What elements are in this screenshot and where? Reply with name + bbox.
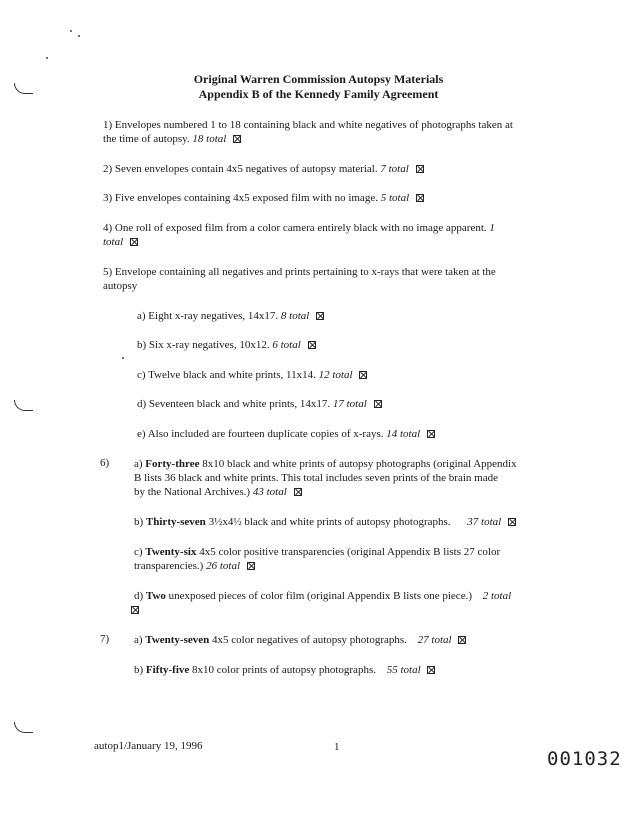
scan-speck [122,357,124,359]
scan-speck [70,30,72,32]
page-number: 1 [334,741,340,753]
item-3-total: 5 total [380,192,410,204]
checked-box-icon [130,238,138,246]
item-6a-text: 8x10 black and white prints of autopsy photographs (original Appendix [202,458,517,470]
item-6-number: 6) [100,457,110,469]
item-7b-total: 55 total [386,664,421,676]
item-6d-text: unexposed pieces of color film (original Appendix B lists one piece.) [168,590,472,602]
item-6b-letter: b) [134,516,144,528]
document-subtitle: Appendix B of the Kennedy Family Agreement [198,87,439,101]
item-6c-count: Twenty-six [145,546,197,558]
checked-box-icon [427,666,435,674]
checked-box-icon [294,488,302,496]
checked-box-icon [416,194,424,202]
scan-speck [78,35,80,37]
checked-box-icon [508,518,516,526]
checked-box-icon [247,562,255,570]
item-5d-total: 17 total [332,398,367,410]
footer-file-date: autop1/January 19, 1996 [94,740,203,752]
item-6c-line-1 [134,545,500,559]
item-1-line-1 [103,118,513,132]
item-5b-text: b) Six x-ray negatives, 10x12. [137,339,270,351]
checked-box-icon [308,341,316,349]
item-5e-text: e) Also included are fourteen duplicate copies of x-rays. [137,428,384,440]
item-6b-total: 37 total [467,516,502,528]
item-7a-count: Twenty-seven [145,634,210,646]
item-5d-text: d) Seventeen black and white prints, 14x17. [137,398,331,410]
item-6c-text: 4x5 color positive transparencies (original Appendix B lists 27 color [199,546,501,558]
document-title: Original Warren Commission Autopsy Materials [193,72,444,86]
item-4-total-number: 1 [489,222,495,234]
item-6b-text: 3½x4½ black and white prints of autopsy photographs. [208,516,451,528]
checked-box-icon [416,165,424,173]
item-7b-letter: b) [134,664,144,676]
item-7a-text: 4x5 color negatives of autopsy photographs. [212,634,407,646]
item-5-text: 5) Envelope containing all negatives and prints pertaining to x-rays that were taken at the [103,266,496,278]
item-6d-line-1 [134,589,511,603]
item-7b-count: Fifty-five [145,664,190,676]
item-5a-total: 8 total [280,310,310,322]
item-6c-letter: c) [134,546,143,558]
item-6a-text-end: by the National Archives.) [134,486,251,498]
hole-punch-mark [14,400,33,411]
item-7a [134,633,466,647]
item-5c-text: c) Twelve black and white prints, 11x14. [137,369,316,381]
document-stamp-number: 001032 [547,748,622,770]
item-2-text: 2) Seven envelopes contain 4x5 negatives of autopsy material. [103,163,378,175]
item-7b [134,663,435,677]
item-6a-line-3 [134,485,302,499]
item-6d-count: Two [145,590,166,602]
item-3 [103,191,424,205]
item-3-text: 3) Five envelopes containing 4x5 exposed film with no image. [103,192,378,204]
hole-punch-mark [14,722,33,733]
item-5a [137,309,324,323]
item-5-line-1 [103,265,496,279]
item-1-total: 18 total [192,133,227,145]
item-1-text-cont: the time of autopsy. [103,133,190,145]
item-6c-line-2 [134,559,255,573]
checked-box-icon [374,400,382,408]
item-7a-letter: a) [134,634,143,646]
item-6d-line-2 [131,603,139,617]
item-5c-total: 12 total [318,369,353,381]
item-6a-total: 43 total [252,486,287,498]
item-5b-total: 6 total [272,339,301,351]
checked-box-icon [458,636,466,644]
item-6a-letter: a) [134,458,143,470]
item-1-text: 1) Envelopes numbered 1 to 18 containing black and white negatives of photographs taken at [103,119,513,131]
item-5e-total: 14 total [386,428,421,440]
item-5d [137,397,382,411]
item-4-line-1 [103,221,495,235]
item-4-line-2 [103,235,138,249]
item-6d-total: 2 total [482,590,512,602]
item-6a-text-cont: B lists 36 black and white prints. This total includes seven prints of the brain made [134,472,498,484]
item-6c-text-cont: transparencies.) [134,560,204,572]
item-6a-count: Forty-three [145,458,200,470]
item-5b [137,338,316,352]
checked-box-icon [316,312,324,320]
item-6b-count: Thirty-seven [145,516,206,528]
checked-box-icon [427,430,435,438]
item-5a-text: a) Eight x-ray negatives, 14x17. [137,310,279,322]
item-4-total-word: total [103,236,124,248]
item-1-line-2 [103,132,241,146]
item-4-text: 4) One roll of exposed film from a color camera entirely black with no image apparent. [103,222,487,234]
item-2-total: 7 total [380,163,409,175]
item-5e [137,427,435,441]
scan-speck [46,57,48,59]
item-5-text-cont: autopsy [103,280,138,292]
item-6d-letter: d) [134,590,144,602]
checked-box-icon [359,371,367,379]
checked-box-icon [233,135,241,143]
item-7-number: 7) [100,633,110,645]
item-6c-total: 26 total [206,560,240,572]
item-6b [134,515,516,529]
checked-box-icon [131,606,139,614]
item-2 [103,162,424,176]
item-5-line-2 [103,279,137,293]
item-6a-line-2 [134,471,498,485]
item-5c [137,368,367,382]
item-6a-line-1 [134,457,517,471]
item-7a-total: 27 total [417,634,452,646]
item-7b-text: 8x10 color prints of autopsy photographs. [192,664,376,676]
